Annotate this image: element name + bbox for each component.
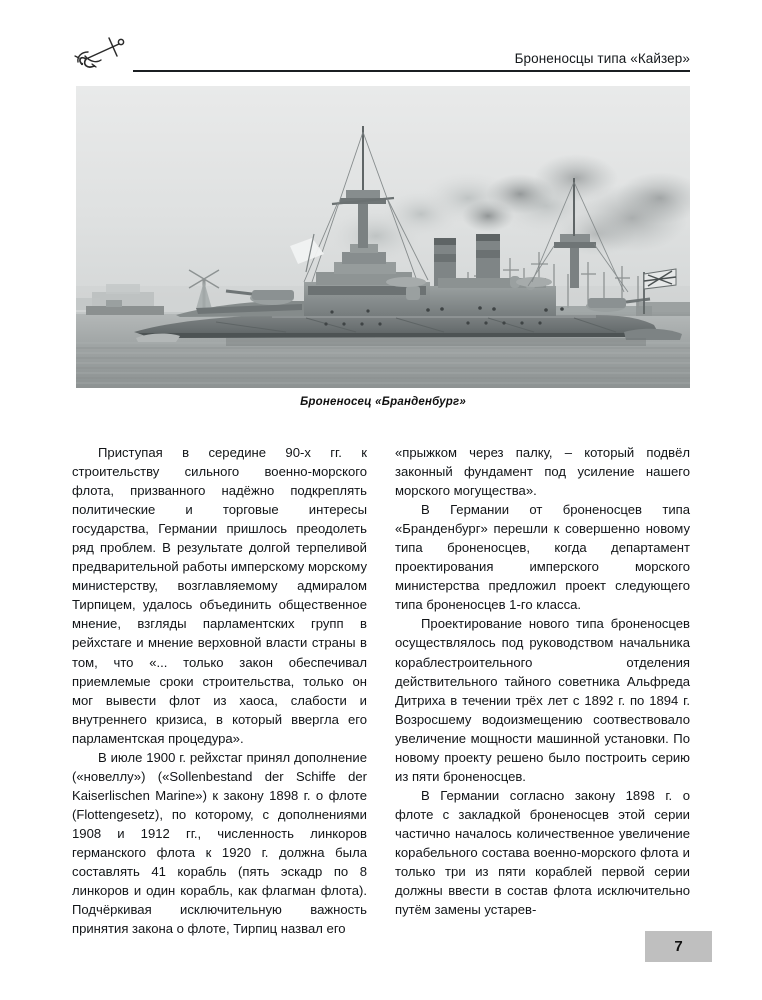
paragraph: Приступая в середине 90-х гг. к строительству сильного военно-морского флота, призванного надёжно подкреплять политические и торговые интересы государства, Германии пришлось преодолеть ряд проблем. В результате долгой терпеливой предварительной работы имперскому морскому министерству, возглавляемому адмиралом Тирпицем, удалось объединить общественное мнение, взгляды парламентских групп в рейхстаге и мнение верховной власти страны в том, что «... только закон обеспечивал приемлемые сроки строительства, только он мог вывести флот из хаоса, слабости и внутреннего кризиса, в который ввергла его парламентская процедура». [72, 445, 367, 746]
header-title: Броненосцы типа «Кайзер» [514, 51, 690, 66]
figure-caption: Броненосец «Бранденбург» [300, 396, 466, 408]
paragraph: «прыжком через палку, – который подвёл законный фундамент под усиление нашего морского могущества». [395, 445, 690, 499]
paragraph: В июле 1900 г. рейхстаг принял дополнение («новеллу») («Sollenbestand der Schiffe der Kaiserlischen Marine») к закону 1898 г. о флоте (Flottengesetz), по которому, с дополнениями 1908 и 1912 гг., численность линкоров германского флота к 1920 г. должна была составлять 41 корабль (пять эскадр по 8 линкоров и один корабль, как флагман флота). Подчёркивая исключительную важность принятия закона о флоте, Тирпиц назвал его [72, 749, 367, 937]
figure-battleship [76, 86, 690, 408]
body-columns [72, 443, 690, 937]
left-column [72, 443, 367, 937]
running-header [72, 34, 690, 74]
header-rule [133, 70, 690, 72]
page-number: 7 [645, 931, 712, 962]
paragraph: В Германии от броненосцев типа «Бранденбург» перешли к совершенно новому типа броненосцев, когда департамент проектирования имперского морского министерства предложил проект следующего типа броненосцев 1-го класса. [395, 502, 690, 613]
photo-battleship [76, 86, 690, 388]
paragraph: Проектирование нового типа броненосцев осуществлялось под руководством начальника кораблестроительного отделения действительного тайного советника Альфреда Дитриха в течении трёх лет с 1892 г. по 1894 г. Возросшему водоизмещению соотвествовало увеличение мощности машинной установки. По новому проекту решено было построить серию из пяти броненосцев. [395, 616, 690, 784]
paragraph: В Германии согласно закону 1898 г. о флоте с закладкой броненосцев этой серии частично началось количественное увеличение корабельного состава военно-морского флота и только три из пяти кораблей первой серии должны ввести в состав флота исключительно путём замены устарев- [395, 787, 690, 918]
anchor-icon [72, 36, 130, 72]
right-column [395, 443, 690, 925]
